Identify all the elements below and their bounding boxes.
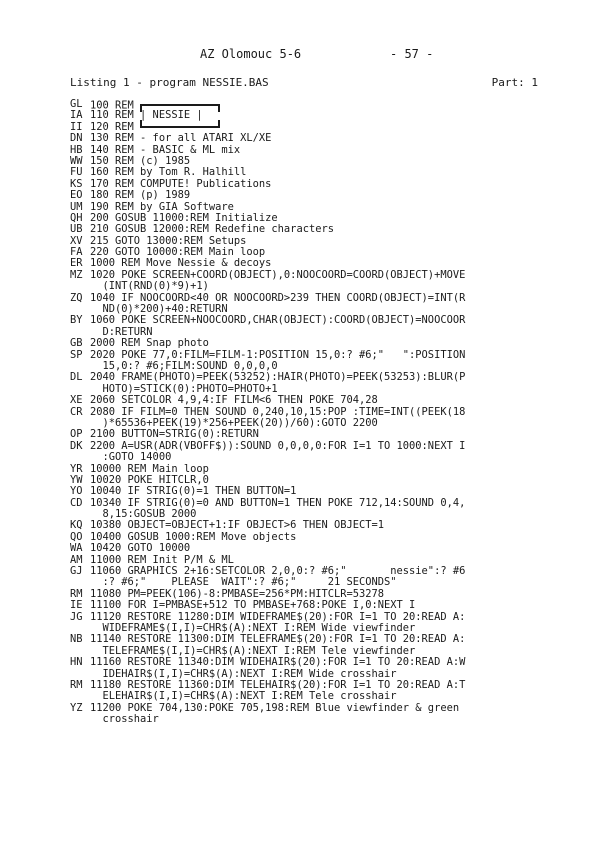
code-text: 1000 REM Move Nessie & decoys	[90, 257, 272, 270]
code-text: 150 REM (c) 1985	[90, 154, 191, 167]
code-text: 10400 GOSUB 1000:REM Move objects	[90, 530, 297, 543]
magazine-title: AZ Olomouc 5-6	[200, 47, 302, 61]
checksum-code: YZ	[70, 701, 83, 714]
code-text: IDEHAIR$(I,I)=CHR$(A):NEXT I:REM Wide crosshair	[90, 667, 397, 680]
code-text: 2060 SETCOLOR 4,9,4:IF FILM<6 THEN POKE 704,28	[90, 394, 378, 407]
code-text: ND(0)*200)+40:RETURN	[90, 303, 228, 316]
code-text: 140 REM - BASIC & ML mix	[90, 143, 241, 156]
checksum-code: RM	[70, 678, 83, 691]
code-text: 2000 REM Snap photo	[90, 337, 209, 350]
checksum-code: QO	[70, 530, 83, 543]
checksum-code: FA	[70, 246, 83, 259]
page-header	[0, 47, 600, 63]
code-text: 215 GOTO 13000:REM Setups	[90, 234, 247, 247]
checksum-code: EO	[70, 189, 83, 202]
page-number: - 57 -	[390, 47, 434, 61]
checksum-code: IA	[70, 109, 83, 122]
code-text: :GOTO 14000	[90, 451, 172, 464]
code-text: 10340 IF STRIG(0)=0 AND BUTTON=1 THEN POKE 712,14:SOUND 0,4,	[90, 496, 466, 509]
code-text: 190 REM by GIA Software	[90, 200, 234, 213]
checksum-code: UM	[70, 200, 83, 213]
checksum-code	[70, 691, 90, 702]
checksum-code: GL	[70, 98, 83, 110]
code-text: 11180 RESTORE 11360:DIM TELEHAIR$(20):FOR I=1 TO 20:READ A:T	[90, 678, 466, 691]
checksum-code: YO	[70, 485, 83, 498]
code-text: 2040 FRAME(PHOTO)=PEEK(53252):HAIR(PHOTO)=PEEK(53253):BLUR(P	[90, 371, 466, 384]
checksum-code: HB	[70, 143, 83, 156]
code-text: 110 REM	[90, 109, 141, 122]
code-text: 11160 RESTORE 11340:DIM WIDEHAIR$(20):FOR I=1 TO 20:READ A:W	[90, 656, 466, 669]
checksum-code: DN	[70, 132, 83, 145]
listing-title: Listing 1 - program NESSIE.BAS	[70, 76, 269, 89]
checksum-code: CR	[70, 405, 83, 418]
listing-header	[70, 76, 540, 90]
checksum-code	[70, 281, 90, 292]
code-text: (INT(RND(0)*9)+1)	[90, 280, 209, 293]
code-text: 11200 POKE 704,130:POKE 705,198:REM Blue viewfinder & green	[90, 701, 460, 714]
code-text: 2080 IF FILM=0 THEN SOUND 0,240,10,15:POP :TIME=INT((PEEK(18	[90, 405, 466, 418]
code-text: 8,15:GOSUB 2000	[90, 508, 197, 521]
code-listing	[70, 99, 570, 725]
code-text: HOTO)=STICK(0):PHOTO=PHOTO+1	[90, 382, 278, 395]
checksum-code	[70, 714, 90, 725]
checksum-code	[70, 452, 90, 463]
checksum-code: KS	[70, 177, 83, 190]
checksum-code: YR	[70, 462, 83, 475]
checksum-code: SP	[70, 348, 83, 361]
checksum-code: AM	[70, 553, 83, 566]
code-text: 100 REM	[90, 99, 141, 112]
code-text: TELEFRAME$(I,I)=CHR$(A):NEXT I:REM Tele viewfinder	[90, 644, 416, 657]
code-text: 2020 POKE 77,0:FILM=FILM-1:POSITION 15,0:? #6;" ":POSITION	[90, 348, 466, 361]
checksum-code: JG	[70, 610, 83, 623]
checksum-code: OP	[70, 428, 83, 441]
checksum-code: XE	[70, 394, 83, 407]
checksum-code: ZQ	[70, 291, 83, 304]
checksum-code: DL	[70, 371, 83, 384]
code-text: 1020 POKE SCREEN+COORD(OBJECT),0:NOOCOORD=COORD(OBJECT)+MOVE	[90, 268, 466, 281]
code-text: 11060 GRAPHICS 2+16:SETCOLOR 2,0,0:? #6;" nessie":? #6	[90, 565, 466, 578]
basic-code	[90, 703, 570, 714]
checksum-code: IE	[70, 599, 83, 612]
basic-code	[90, 714, 570, 725]
code-text: 130 REM - for all ATARI XL/XE	[90, 132, 272, 145]
code-text: )*65536+PEEK(19)*256+PEEK(20))/60):GOTO 2200	[90, 416, 378, 429]
code-text: D:RETURN	[90, 325, 153, 338]
code-text: :? #6;" PLEASE WAIT":? #6;" 21 SECONDS"	[90, 576, 397, 589]
code-text: 10000 REM Main loop	[90, 462, 209, 475]
code-text: 10020 POKE HITCLR,0	[90, 473, 209, 486]
checksum-code: RM	[70, 587, 83, 600]
checksum-code: II	[70, 120, 83, 133]
code-text: 10380 OBJECT=OBJECT+1:IF OBJECT>6 THEN OBJECT=1	[90, 519, 385, 532]
code-text: 1040 IF NOOCOORD<40 OR NOOCOORD>239 THEN COORD(OBJECT)=INT(R	[90, 291, 466, 304]
checksum-code: CD	[70, 496, 83, 509]
code-text: 11140 RESTORE 11300:DIM TELEFRAME$(20):FOR I=1 TO 20:READ A:	[90, 633, 466, 646]
code-text: 1060 POKE SCREEN+NOOCOORD,CHAR(OBJECT):COORD(OBJECT)=NOOCOOR	[90, 314, 466, 327]
checksum-code: QH	[70, 211, 83, 224]
code-text: 11100 FOR I=PMBASE+512 TO PMBASE+768:POKE I,0:NEXT I	[90, 599, 416, 612]
checksum-code: UB	[70, 223, 83, 236]
code-text: 2100 BUTTON=STRIG(0):RETURN	[90, 428, 259, 441]
code-text: 160 REM by Tom R. Halhill	[90, 166, 247, 179]
checksum-code: ER	[70, 257, 83, 270]
checksum-code: NB	[70, 633, 83, 646]
checksum-code: KQ	[70, 519, 83, 532]
checksum-code: MZ	[70, 268, 83, 281]
checksum-code: GJ	[70, 565, 83, 578]
code-text: 11000 REM Init P/M & ML	[90, 553, 234, 566]
checksum-code: DK	[70, 439, 83, 452]
code-text: 15,0:? #6;FILM:SOUND 0,0,0,0	[90, 359, 278, 372]
code-text: 220 GOTO 10000:REM Main loop	[90, 246, 266, 259]
code-text: 11120 RESTORE 11280:DIM WIDEFRAME$(20):FOR I=1 TO 20:READ A:	[90, 610, 466, 623]
code-text: 10420 GOTO 10000	[90, 542, 191, 555]
checksum-code: HN	[70, 656, 83, 669]
checksum-code: BY	[70, 314, 83, 327]
title-box-label: | NESSIE |	[140, 109, 203, 122]
checksum-code: XV	[70, 234, 83, 247]
code-text: 11080 PM=PEEK(106)-8:PMBASE=256*PM:HITCLR=53278	[90, 587, 385, 600]
code-text: ELEHAIR$(I,I)=CHR$(A):NEXT I:REM Tele crosshair	[90, 690, 397, 703]
code-text: 2200 A=USR(ADR(VBOFF$)):SOUND 0,0,0,0:FOR I=1 TO 1000:NEXT I	[90, 439, 466, 452]
code-text: 10040 IF STRIG(0)=1 THEN BUTTON=1	[90, 485, 297, 498]
checksum-code: FU	[70, 166, 83, 179]
part-label: Part: 1	[491, 76, 538, 89]
code-text: WIDEFRAME$(I,I)=CHR$(A):NEXT I:REM Wide viewfinder	[90, 621, 416, 634]
code-line	[70, 714, 570, 725]
code-text: 180 REM (p) 1989	[90, 189, 191, 202]
checksum-code: WW	[70, 154, 83, 167]
code-text: 200 GOSUB 11000:REM Initialize	[90, 211, 278, 224]
checksum-code: YW	[70, 473, 83, 486]
checksum-code: GB	[70, 337, 83, 350]
code-text: 210 GOSUB 12000:REM Redefine characters	[90, 223, 334, 236]
code-text: 170 REM COMPUTE! Publications	[90, 177, 272, 190]
code-text: crosshair	[90, 713, 159, 726]
code-text: 120 REM	[90, 120, 141, 133]
checksum-code: WA	[70, 542, 83, 555]
title-box-bottom	[140, 120, 220, 128]
basic-code	[90, 315, 570, 326]
